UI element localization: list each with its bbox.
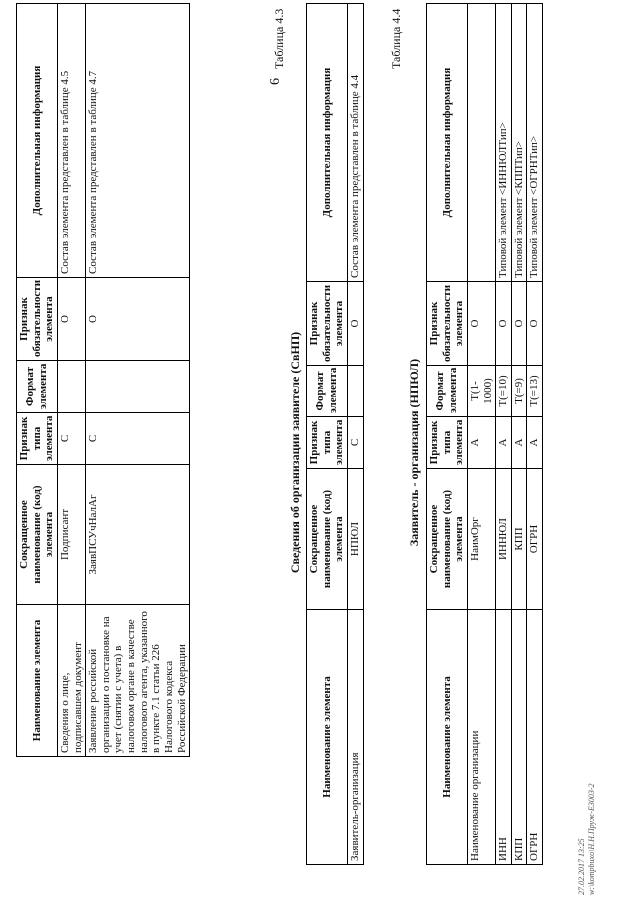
table-cell <box>86 361 190 413</box>
table-cell: Подписант <box>57 465 85 605</box>
table-cell: Наименование организации <box>467 610 495 865</box>
table-4-3-label: Таблица 4.3 <box>272 8 286 69</box>
table-cell: НПЮЛ <box>347 469 363 610</box>
table-cell: ИНН <box>496 610 512 865</box>
column-header: Дополнительная информация <box>307 4 348 282</box>
table-cell: Типовой элемент <ИННЮЛТип> <box>496 4 512 282</box>
table-cell: О <box>347 282 363 366</box>
table-cell: О <box>86 278 190 361</box>
table-cell: О <box>527 282 543 366</box>
table-cell: Типовой элемент <ОГРНТип> <box>527 4 543 282</box>
table-4-4 <box>426 3 543 865</box>
table-body <box>347 4 363 865</box>
table-cell: Состав элемента представлен в таблице 4.7 <box>86 4 190 278</box>
table-cell <box>57 361 85 413</box>
column-header: Признак обязательности элемента <box>17 278 58 361</box>
table-cell: С <box>86 413 190 465</box>
column-header: Сокращенное наименование (код) элемента <box>17 465 58 605</box>
table-cell: А <box>496 417 512 469</box>
table-row <box>527 4 543 865</box>
column-header: Сокращенное наименование (код) элемента <box>427 469 468 610</box>
table-cell: С <box>347 417 363 469</box>
table-cell: КПП <box>511 469 527 610</box>
table-cell: Состав элемента представлен в таблице 4.5 <box>57 4 85 278</box>
table-cell <box>347 366 363 417</box>
table-cell: А <box>527 417 543 469</box>
column-header: Дополнительная информация <box>17 4 58 278</box>
table-cell: Состав элемента представлен в таблице 4.4 <box>347 4 363 282</box>
table-body <box>57 4 189 757</box>
page-number: 6 <box>268 78 283 85</box>
table-4-3 <box>306 3 364 865</box>
column-header: Формат элемента <box>307 366 348 417</box>
table-cell: ОГРН <box>527 610 543 865</box>
table-row <box>467 4 495 865</box>
table-cell: А <box>511 417 527 469</box>
table-cell: КПП <box>511 610 527 865</box>
column-header: Признак обязательности элемента <box>427 282 468 366</box>
column-header: Наименование элемента <box>17 605 58 757</box>
table-cell: T(1-1000) <box>467 366 495 417</box>
table-cell: Типовой элемент <КППТип> <box>511 4 527 282</box>
column-header: Сокращенное наименование (код) элемента <box>307 469 348 610</box>
table-continuation <box>16 3 190 757</box>
table-header-row <box>307 4 348 865</box>
table-cell: T(=13) <box>527 366 543 417</box>
table-cell: О <box>496 282 512 366</box>
column-header: Наименование элемента <box>307 610 348 865</box>
column-header: Наименование элемента <box>427 610 468 865</box>
column-header: Дополнительная информация <box>427 4 468 282</box>
table-cell: ЗаявПСУчНалАг <box>86 465 190 605</box>
table-cell: НаимОрг <box>467 469 495 610</box>
column-header: Признак типа элемента <box>17 413 58 465</box>
table-4-4-label: Таблица 4.4 <box>389 8 403 69</box>
column-header: Признак типа элемента <box>427 417 468 469</box>
table-row <box>86 4 190 757</box>
print-stamp <box>577 783 598 895</box>
table-cell: С <box>57 413 85 465</box>
column-header: Формат элемента <box>427 366 468 417</box>
table-row <box>511 4 527 865</box>
table-cell: T(=10) <box>496 366 512 417</box>
table-header-row <box>17 4 58 757</box>
table-4-3-title: Сведения об организации заявителе (СвНП) <box>288 331 302 574</box>
table-cell: ОГРН <box>527 469 543 610</box>
table-cell: О <box>511 282 527 366</box>
table-cell: T(=9) <box>511 366 527 417</box>
table-cell <box>467 4 495 282</box>
table-cell: Сведения о лице, подписавшем документ <box>57 605 85 757</box>
column-header: Формат элемента <box>17 361 58 413</box>
column-header: Признак типа элемента <box>307 417 348 469</box>
table-cell: О <box>467 282 495 366</box>
table-cell: ИННЮЛ <box>496 469 512 610</box>
table-row <box>347 4 363 865</box>
stamp-path: w:\kompbuxo\Н.Н.Пруж-E3003-2 <box>587 783 597 895</box>
table-body <box>467 4 542 865</box>
table-row <box>496 4 512 865</box>
table-4-4-title: Заявитель - организация (НПЮЛ) <box>407 358 421 547</box>
table-cell: Заявитель-организация <box>347 610 363 865</box>
table-header-row <box>427 4 468 865</box>
table-cell: А <box>467 417 495 469</box>
table-cell: Заявление российской организации о постановке на учет (снятии с учета) в налоговом органе в качестве налогового агента, указанного в пункте 7.1 статьи 226 Налогового кодекса Российской Федерации <box>86 605 190 757</box>
table-cell: О <box>57 278 85 361</box>
stamp-date: 27.02.2017 13:25 <box>577 838 586 895</box>
table-row <box>57 4 85 757</box>
column-header: Признак обязательности элемента <box>307 282 348 366</box>
